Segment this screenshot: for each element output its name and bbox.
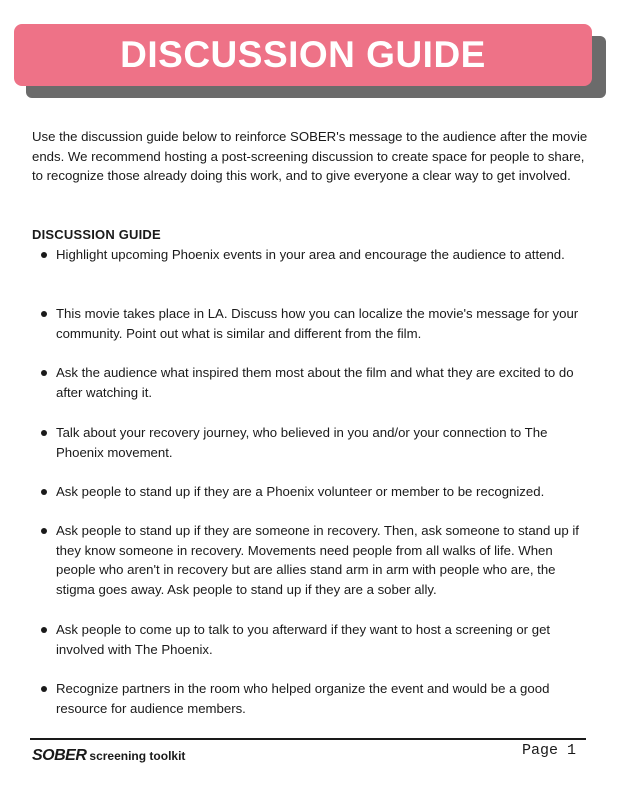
page-number: Page 1	[521, 742, 576, 759]
footer-brand	[32, 747, 185, 765]
sober-logo: SOBER	[32, 747, 87, 764]
section-heading: DISCUSSION GUIDE	[32, 227, 161, 242]
list-item-text: Ask people to stand up if they are a Phoenix volunteer or member to be recognized.	[56, 484, 545, 499]
page-title: DISCUSSION GUIDE	[120, 34, 486, 75]
bullet-icon	[41, 430, 47, 436]
bullet-icon	[41, 311, 47, 317]
list-item-text: Ask people to come up to talk to you afterward if they want to host a screening or get involved with The Phoenix.	[56, 622, 551, 657]
bullet-icon	[41, 252, 47, 258]
bullet-icon	[41, 686, 47, 692]
list-item	[38, 304, 590, 343]
list-item-text: This movie takes place in LA. Discuss how you can localize the movie's message for your community. Point out what is similar and different from the film.	[56, 306, 579, 341]
bullet-icon	[41, 627, 47, 633]
list-item-text: Ask the audience what inspired them most about the film and what they are excited to do after watching it.	[56, 365, 574, 400]
bullet-icon	[41, 489, 47, 495]
footer-divider	[30, 738, 586, 740]
list-item	[38, 679, 590, 718]
list-item-text: Ask people to stand up if they are someone in recovery. Then, ask someone to stand up if they know someone in recovery. Movements need people from all walks of life. When people who aren't in recovery but are allies stand arm in arm with people who are, the stigma goes away. Ask people to stand up if they are a sober ally.	[56, 523, 579, 597]
list-item	[38, 423, 590, 462]
banner-box	[14, 24, 592, 86]
intro-paragraph: Use the discussion guide below to reinforce SOBER's message to the audience after the movie ends. We recommend hosting a post-screening discussion to create space for people to share, to recognize those already doing this work, and to give everyone a clear way to get involved.	[32, 129, 588, 183]
list-item	[38, 363, 590, 402]
list-item-text: Highlight upcoming Phoenix events in your area and encourage the audience to attend.	[56, 247, 565, 262]
list-item	[38, 521, 590, 599]
list-item	[38, 482, 590, 502]
list-item-text: Talk about your recovery journey, who believed in you and/or your connection to The Phoenix movement.	[56, 425, 548, 460]
footer-subtitle: screening toolkit	[89, 749, 186, 763]
header-banner	[14, 24, 608, 102]
list-item	[38, 245, 590, 265]
list-item-text: Recognize partners in the room who helped organize the event and would be a good resource for audience members.	[56, 681, 550, 716]
list-item	[38, 620, 590, 659]
bullet-icon	[41, 528, 47, 534]
bullet-icon	[41, 370, 47, 376]
